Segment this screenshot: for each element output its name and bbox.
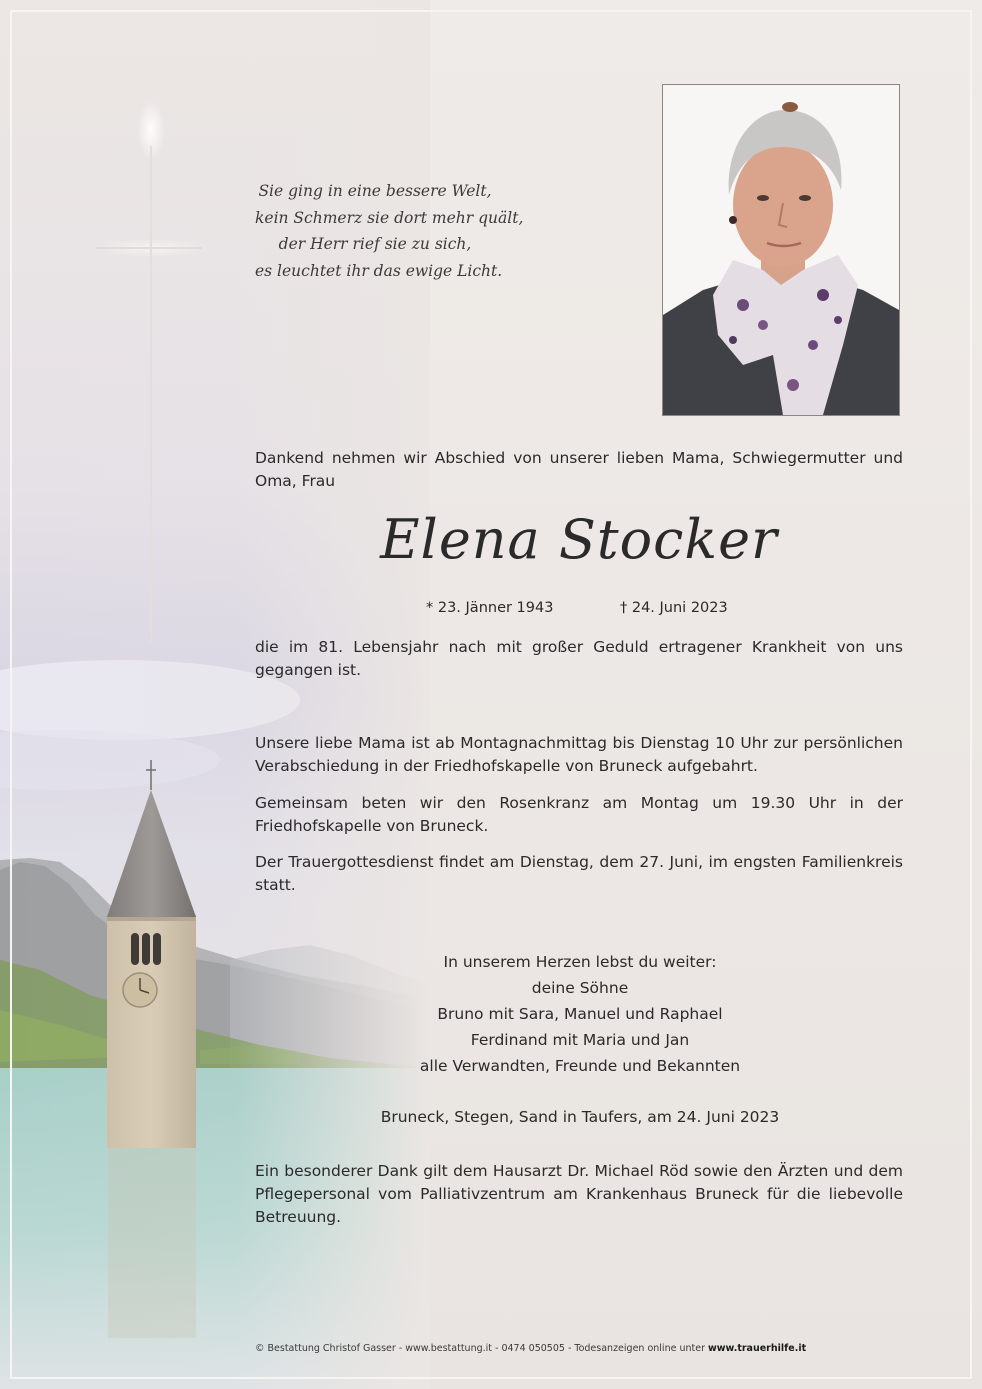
verse-line: Sie ging in eine bessere Welt, [258, 182, 492, 200]
intro-text: Dankend nehmen wir Abschied von unserer lieben Mama, Schwiegermutter und Oma, Frau [255, 449, 903, 490]
death-date: † 24. Juni 2023 [620, 600, 728, 616]
mourners-line: Ferdinand mit Maria und Jan [470, 1031, 690, 1049]
footer-link[interactable]: www.trauerhilfe.it [708, 1343, 807, 1354]
paragraph: Unsere liebe Mama ist ab Montagnachmittag bis Dienstag 10 Uhr zur persönlichen Verabschiedung in der Friedhofskapelle von Bruneck aufgebahrt. [255, 734, 903, 775]
mourners-heading: In unserem Herzen lebst du weiter: [443, 953, 717, 971]
mourners-line: Bruno mit Sara, Manuel und Raphael [437, 1005, 723, 1023]
footer [255, 1343, 875, 1354]
footer-text: © Bestattung Christof Gasser - www.bestattung.it - 0474 050505 - Todesanzeigen online unter [255, 1343, 708, 1354]
birth-date: * 23. Jänner 1943 [426, 600, 554, 616]
portrait-photo [662, 84, 900, 416]
thanks-text: Ein besonderer Dank gilt dem Hausarzt Dr. Michael Röd sowie den Ärzten und dem Pflegepersonal vom Palliativzentrum am Krankenhaus Bruneck für die liebevolle Betreuung. [255, 1162, 903, 1226]
mourners-line: alle Verwandten, Freunde und Bekannten [419, 1057, 741, 1075]
paragraph: die im 81. Lebensjahr nach mit großer Geduld ertragener Krankheit von uns gegangen ist. [255, 638, 903, 679]
deceased-name: Elena Stocker [380, 508, 778, 571]
paragraph: Der Trauergottesdienst findet am Dienstag, dem 27. Juni, im engsten Familienkreis statt. [255, 853, 903, 894]
paragraph: Gemeinsam beten wir den Rosenkranz am Montag um 19.30 Uhr in der Friedhofskapelle von Bruneck. [255, 794, 903, 835]
mourners-line: deine Söhne [531, 979, 629, 997]
place-date [330, 1104, 830, 1130]
verse-line: der Herr rief sie zu sich, [278, 235, 472, 253]
place-date-text: Bruneck, Stegen, Sand in Taufers, am 24. Juni 2023 [380, 1108, 780, 1126]
mourners-list [410, 949, 750, 1079]
verse-line: kein Schmerz sie dort mehr quält, [255, 208, 524, 227]
verse [255, 178, 524, 284]
verse-line: es leuchtet ihr das ewige Licht. [255, 261, 503, 280]
